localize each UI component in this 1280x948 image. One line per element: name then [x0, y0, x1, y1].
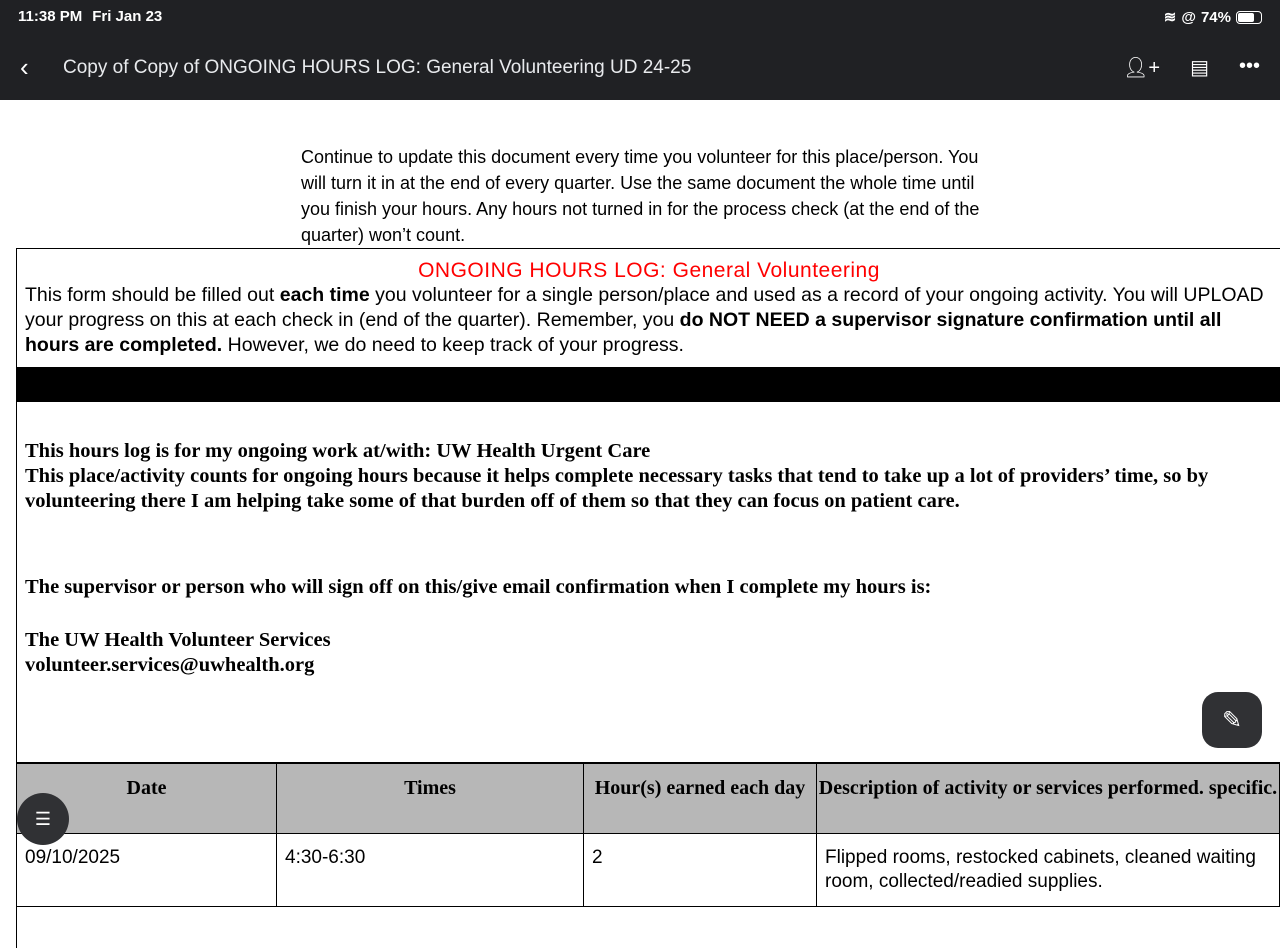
status-bar	[18, 8, 172, 25]
cell-date[interactable]: 09/10/2025	[17, 833, 277, 906]
time: 11:38 PM	[18, 8, 83, 25]
document-body[interactable]	[0, 100, 1280, 892]
supervisor-info: The UW Health Volunteer Services volunteer.services@uwhealth.org	[25, 629, 331, 676]
form-heading: ONGOING HOURS LOG: General Volunteering	[418, 259, 880, 282]
header-times: Times	[277, 763, 584, 833]
cell-description[interactable]: Flipped rooms, restocked cabinets, cleaned waiting room, collected/readied supplies.	[817, 833, 1280, 906]
edit-button[interactable]	[1202, 692, 1262, 748]
more-icon[interactable]: •••	[1238, 55, 1260, 77]
cell-hours[interactable]: 2	[584, 833, 817, 906]
wifi-icon: ≋	[1163, 9, 1177, 26]
cell-times[interactable]: 4:30-6:30	[277, 833, 584, 906]
divider	[17, 401, 1280, 402]
comments-icon[interactable]: ▤	[1190, 57, 1209, 79]
status-icons	[1164, 8, 1262, 26]
pencil-icon: ✎	[1221, 706, 1243, 734]
black-divider	[17, 367, 1280, 401]
share-person-add-icon[interactable]: 👤︎+	[1123, 57, 1161, 79]
supervisor-question: The supervisor or person who will sign off on this/give email confirmation when I complete my hours is:	[25, 576, 932, 598]
date: Fri Jan 23	[92, 8, 163, 25]
table-header	[17, 763, 1280, 833]
top-bar	[0, 0, 1280, 100]
battery-icon	[1236, 11, 1262, 24]
list-icon: ☰	[34, 808, 52, 829]
form-instructions: This form should be filled out each time you volunteer for a single person/place and used as a record of your ongoing activity. You will UPLOAD your progress on this at each check in (end of the quarter). Remember, you do NOT NEED a supervisor signature confirmation until all hours are completed. However, we do need to keep track of your progress.	[25, 284, 1264, 356]
outline-button[interactable]	[17, 793, 69, 845]
header-date: Date	[17, 763, 277, 833]
document-title: Copy of Copy of ONGOING HOURS LOG: General Volunteering UD 24-25	[63, 57, 692, 78]
intro-text: Continue to update this document every time you volunteer for this place/person. You will turn it in at the end of every quarter. Use the same document the whole time until you finish your hours. Any hours not turned in for the process check (at the end of the quarter) won’t count.	[301, 147, 980, 245]
log-for-text: This hours log is for my ongoing work at/with: UW Health Urgent Care This place/activity counts for ongoing hours because it helps complete necessary tasks that tend to take up a lot of providers’ time, so by volunteering there I am helping take some of that burden off of them so that they can focus on patient care.	[25, 440, 1209, 512]
hours-table	[16, 762, 1280, 907]
location-icon: @	[1181, 8, 1196, 26]
header-description: Description of activity or services performed. specific.	[817, 763, 1280, 833]
battery-percent: 74%	[1200, 8, 1231, 26]
table-row	[17, 833, 1280, 906]
back-button[interactable]: ‹	[20, 52, 29, 82]
header-hours: Hour(s) earned each day	[584, 763, 817, 833]
